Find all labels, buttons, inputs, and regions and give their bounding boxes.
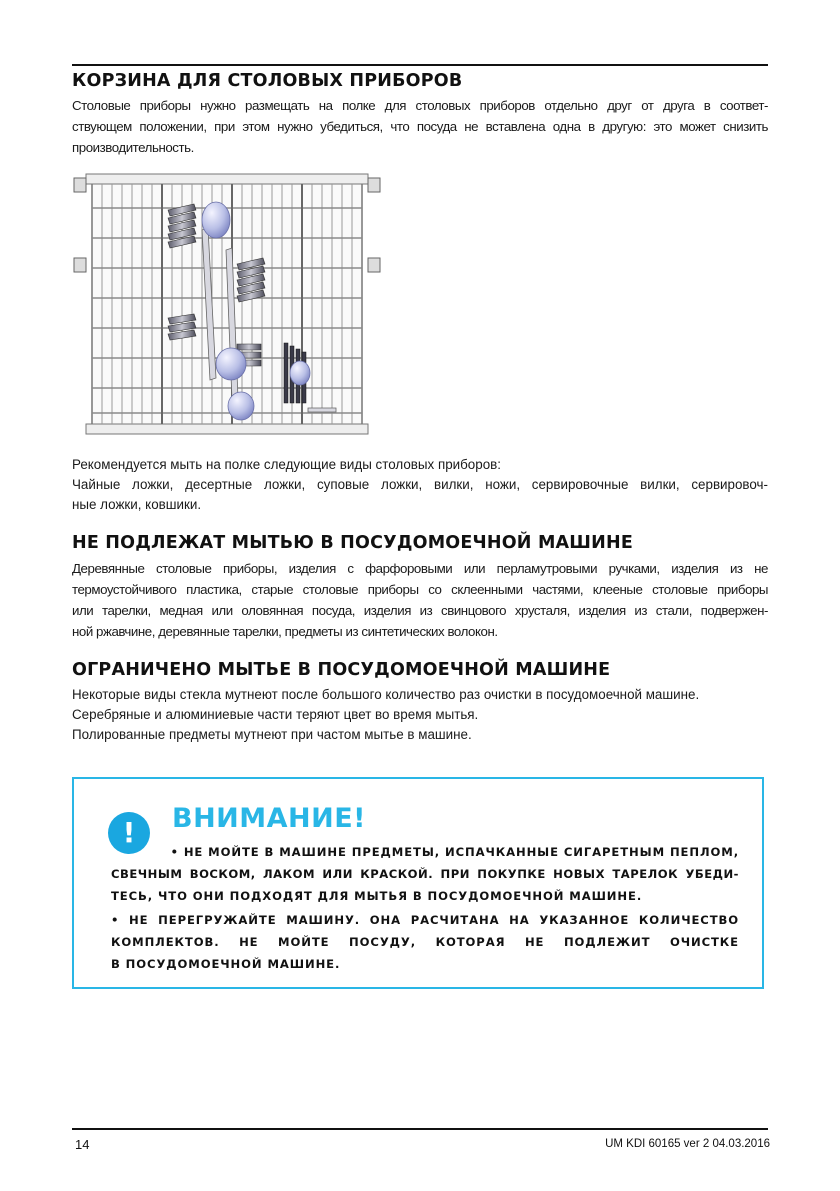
text-line: ной ржавчине, деревянные тарелки, предметы из синтетических волокон.: [72, 624, 498, 639]
text-line: или тарелки, медная или оловянная посуда, изделия из свинцового хрусталя, изделия из стали, подвержен-: [72, 603, 768, 618]
text-line: термоустойчивого пластика, старые столовые приборы со склеенными частями, клееные столовые приборы: [72, 582, 768, 597]
limited-washing-text: [72, 685, 768, 745]
warning-item-2: [111, 909, 739, 975]
page-number: 14: [75, 1137, 90, 1152]
footer-rule: [72, 1128, 768, 1130]
text-line: КОМПЛЕКТОВ. НЕ МОЙТЕ ПОСУДУ, КОТОРАЯ НЕ ПОДЛЕЖИТ ОЧИСТКЕ: [111, 935, 739, 949]
warning-item-1: [111, 841, 739, 907]
text-line: Некоторые виды стекла мутнеют после большого количество раз очистки в посудомоечной машине.: [72, 687, 700, 702]
text-line: • НЕ МОЙТЕ В МАШИНЕ ПРЕДМЕТЫ, ИСПАЧКАННЫЕ СИГАРЕТНЫМ ПЕПЛОМ,: [170, 845, 739, 859]
text-line: ТЕСЬ, ЧТО ОНИ ПОДХОДЯТ ДЛЯ МЫТЬЯ В ПОСУДОМОЕЧНОЙ МАШИНЕ.: [111, 889, 643, 903]
section-title-not-washable: НЕ ПОДЛЕЖАТ МЫТЬЮ В ПОСУДОМОЕЧНОЙ МАШИНЕ: [72, 533, 633, 553]
text-line: Полированные предметы мутнеют при частом мытье в машине.: [72, 727, 472, 742]
text-line: В ПОСУДОМОЕЧНОЙ МАШИНЕ.: [111, 957, 341, 971]
text-line: Деревянные столовые приборы, изделия с фарфоровыми или перламутровыми ручками, изделия из не: [72, 561, 768, 576]
text-line: Серебряные и алюминиевые части теряют цвет во время мытья.: [72, 707, 479, 722]
text-line: ные ложки, ковшики.: [72, 497, 202, 512]
text-line: ствующем положении, при этом нужно убедиться, что посуда не вставлена одна в другую: это может снизить: [72, 119, 768, 134]
cutlery-basket-text: [72, 95, 768, 158]
recommended-cutlery-text: [72, 455, 768, 515]
section-title-cutlery-basket: КОРЗИНА ДЛЯ СТОЛОВЫХ ПРИБОРОВ: [72, 71, 463, 91]
cutlery-rack-drawing: [72, 168, 388, 440]
warning-title: ВНИМАНИЕ!: [172, 803, 366, 834]
text-line: Чайные ложки, десертные ложки, суповые ложки, вилки, ножи, сервировочные вилки, сервировоч-: [72, 477, 768, 492]
text-line: СВЕЧНЫМ ВОСКОМ, ЛАКОМ ИЛИ КРАСКОЙ. ПРИ ПОКУПКЕ НОВЫХ ТАРЕЛОК УБЕДИ-: [111, 867, 739, 881]
document-id: UM KDI 60165 ver 2 04.03.2016: [605, 1138, 770, 1150]
section-title-limited-washing: ОГРАНИЧЕНО МЫТЬЕ В ПОСУДОМОЕЧНОЙ МАШИНЕ: [72, 660, 611, 680]
text-line: • НЕ ПЕРЕГРУЖАЙТЕ МАШИНУ. ОНА РАСЧИТАНА НА УКАЗАННОЕ КОЛИЧЕСТВО: [111, 913, 739, 927]
text-line: Столовые приборы нужно размещать на полке для столовых приборов отдельно друг от друга в соответ-: [72, 98, 768, 113]
exclamation-icon: !: [108, 812, 150, 854]
text-line: производительность.: [72, 140, 194, 155]
text-line: Рекомендуется мыть на полке следующие виды столовых приборов:: [72, 457, 501, 472]
cutlery-rack-illustration: [72, 168, 388, 440]
warning-box: [72, 777, 764, 989]
not-washable-text: [72, 558, 768, 642]
top-rule: [72, 64, 768, 66]
